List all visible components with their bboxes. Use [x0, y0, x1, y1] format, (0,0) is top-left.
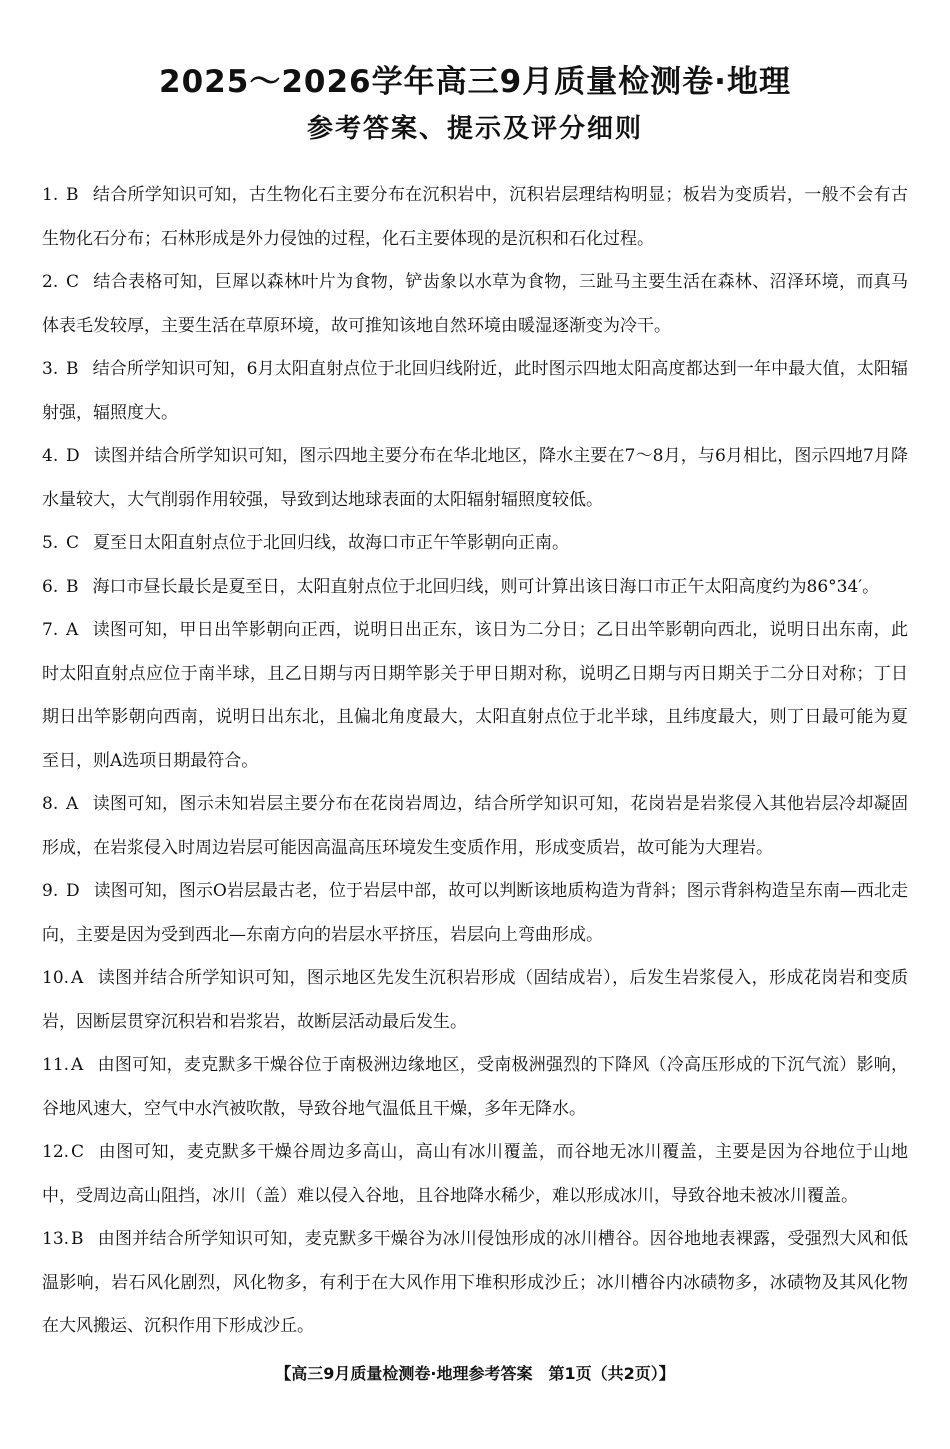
- answer-item-9: [42, 870, 908, 957]
- answer-list: [42, 174, 908, 1349]
- item-number: 8.: [42, 794, 59, 814]
- item-explanation: 夏至日太阳直射点位于北回归线，故海口市正午竿影朝向正南。: [93, 533, 570, 553]
- item-explanation: 结合所学知识可知，古生物化石主要分布在沉积岩中，沉积岩层理结构明显；板岩为变质岩，一般不会有古生物化石分布；石林形成是外力侵蚀的过程，化石主要体现的是沉积和石化过程。: [42, 185, 908, 249]
- item-answer: A: [66, 620, 79, 640]
- answer-item-7: [42, 609, 908, 783]
- item-number: 12.: [42, 1142, 70, 1162]
- item-answer: A: [66, 794, 79, 814]
- page-title: 2025～2026学年高三9月质量检测卷·地理: [159, 64, 791, 100]
- item-number: 10.: [42, 968, 70, 988]
- answer-item-10: [42, 957, 908, 1044]
- item-number: 7.: [42, 620, 59, 640]
- answer-item-3: [42, 348, 908, 435]
- item-explanation: 海口市昼长最长是夏至日，太阳直射点位于北回归线，则可计算出该日海口市正午太阳高度约为86°34′。: [92, 576, 880, 597]
- item-explanation: 由图可知，麦克默多干燥谷周边多高山，高山有冰川覆盖，而谷地无冰川覆盖，主要是因为谷地位于山地中，受周边高山阻挡，冰川（盖）难以侵入谷地，且谷地降水稀少，难以形成冰川，导致谷地未被冰川覆盖。: [42, 1142, 908, 1206]
- item-answer: B: [66, 359, 79, 379]
- item-explanation: 由图可知，麦克默多干燥谷位于南极洲边缘地区，受南极洲强烈的下降风（冷高压形成的下沉气流）影响，谷地风速大，空气中水汽被吹散，导致谷地气温低且干燥，多年无降水。: [42, 1055, 908, 1119]
- item-explanation: 结合表格可知，巨犀以森林叶片为食物，铲齿象以水草为食物，三趾马主要生活在森林、沼泽环境，而真马体表毛发较厚，主要生活在草原环境，故可推知该地自然环境由暖湿逐渐变为冷干。: [42, 272, 908, 336]
- item-answer: B: [66, 576, 79, 597]
- item-answer: A: [71, 968, 84, 988]
- item-explanation: 读图可知，甲日出竿影朝向正西，说明日出正东，该日为二分日；乙日出竿影朝向西北，说明日出东南，此时太阳直射点应位于南半球，且乙日期与丙日期竿影关于甲日期对称，说明乙日期与丙日期关于二分日对称；丁日期日出竿影朝向西南，说明日出东北，且偏北角度最大，太阳直射点位于北半球，且纬度最大，则丁日最可能为夏至日，则A选项日期最符合。: [42, 620, 908, 771]
- item-explanation: 结合所学知识可知，6月太阳直射点位于北回归线附近，此时图示四地太阳高度都达到一年中最大值，太阳辐射强，辐照度大。: [42, 359, 908, 423]
- item-number: 6.: [42, 576, 59, 597]
- answer-item-6: [42, 566, 908, 610]
- answer-item-4: [42, 435, 908, 522]
- item-answer: A: [71, 1055, 84, 1075]
- answer-item-8: [42, 783, 908, 870]
- item-explanation: 读图可知，图示O岩层最古老，位于岩层中部，故可以判断该地质构造为背斜；图示背斜构造呈东南—西北走向，主要是因为受到西北—东南方向的岩层水平挤压，岩层向上弯曲形成。: [42, 881, 908, 945]
- item-answer: B: [71, 1229, 84, 1249]
- answer-item-2: [42, 261, 908, 348]
- item-answer: C: [66, 533, 80, 553]
- item-explanation: 读图并结合所学知识可知，图示四地主要分布在华北地区，降水主要在7～8月，与6月相比，图示四地7月降水量较大，大气削弱作用较强，导致到达地球表面的太阳辐射辐照度较低。: [42, 446, 908, 510]
- item-number: 9.: [42, 881, 59, 901]
- item-answer: C: [71, 1142, 85, 1162]
- item-explanation: 读图并结合所学知识可知，图示地区先发生沉积岩形成（固结成岩），后发生岩浆侵入，形成花岗岩和变质岩，因断层贯穿沉积岩和岩浆岩，故断层活动最后发生。: [42, 968, 908, 1032]
- item-number: 5.: [42, 533, 59, 553]
- item-number: 2.: [42, 272, 59, 292]
- page-subtitle: 参考答案、提示及评分细则: [306, 114, 643, 144]
- item-explanation: 读图可知，图示未知岩层主要分布在花岗岩周边，结合所学知识可知，花岗岩是岩浆侵入其他岩层冷却凝固形成，在岩浆侵入时周边岩层可能因高温高压环境发生变质作用，形成变质岩，故可能为大理岩。: [42, 794, 908, 858]
- item-number: 4.: [42, 446, 59, 466]
- item-answer: B: [66, 185, 79, 205]
- item-answer: D: [66, 446, 80, 466]
- item-number: 1.: [42, 185, 59, 205]
- answer-item-11: [42, 1044, 908, 1131]
- item-explanation: 由图并结合所学知识可知，麦克默多干燥谷为冰川侵蚀形成的冰川槽谷。因谷地地表裸露，受强烈大风和低温影响，岩石风化剧烈，风化物多，有利于在大风作用下堆积形成沙丘；冰川槽谷内冰碛物多，冰碛物及其风化物在大风搬运、沉积作用下形成沙丘。: [42, 1229, 908, 1336]
- item-number: 11.: [42, 1055, 70, 1075]
- answer-item-1: [42, 174, 908, 261]
- item-number: 13.: [42, 1229, 70, 1249]
- item-answer: D: [66, 881, 80, 901]
- answer-item-5: [42, 522, 908, 566]
- answer-item-12: [42, 1131, 908, 1218]
- answer-item-13: [42, 1218, 908, 1349]
- item-answer: C: [66, 272, 80, 292]
- page-footer: 【高三9月质量检测卷·地理参考答案 第1页（共2页）】: [275, 1364, 675, 1383]
- item-number: 3.: [42, 359, 59, 379]
